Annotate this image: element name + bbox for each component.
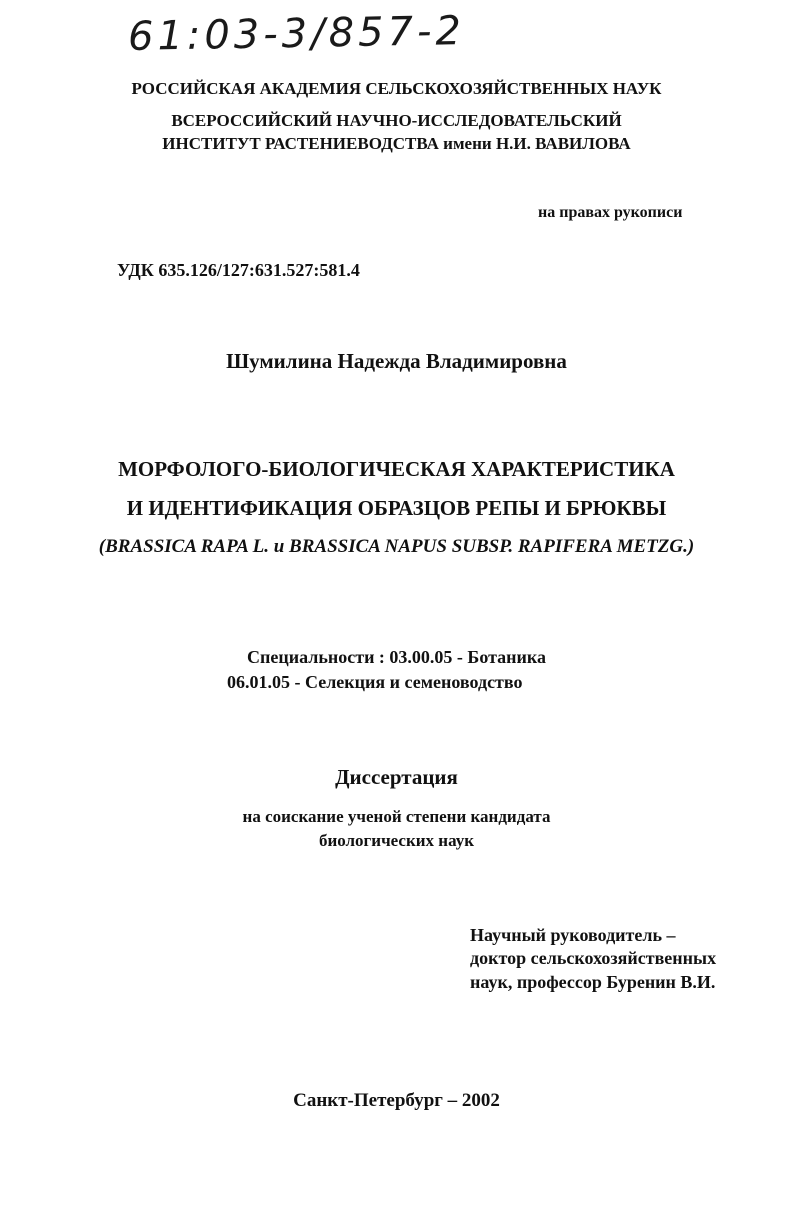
place-and-year: Санкт-Петербург – 2002 bbox=[293, 1090, 500, 1111]
dissertation-title-line1: МОРФОЛОГО-БИОЛОГИЧЕСКАЯ ХАРАКТЕРИСТИКА bbox=[118, 457, 675, 481]
institute-name-line1: ВСЕРОССИЙСКИЙ НАУЧНО-ИССЛЕДОВАТЕЛЬСКИЙ bbox=[171, 111, 622, 130]
adviser-line1: Научный руководитель – bbox=[470, 925, 676, 945]
dissertation-title-line2: И ИДЕНТИФИКАЦИЯ ОБРАЗЦОВ РЕПЫ И БРЮКВЫ bbox=[126, 496, 667, 520]
institute-name-line2: ИНСТИТУТ РАСТЕНИЕВОДСТВА имени Н.И. ВАВИЛОВА bbox=[162, 134, 631, 153]
dissertation-title-latin: (BRASSICA RAPA L. и BRASSICA NAPUS SUBSP. RAPIFERA METZG.) bbox=[98, 536, 695, 557]
author-name: Шумилина Надежда Владимировна bbox=[226, 349, 567, 373]
specialty-line2: 06.01.05 - Селекция и семеноводство bbox=[227, 672, 523, 692]
document-type: Диссертация bbox=[335, 765, 458, 789]
adviser-line2: доктор сельскохозяйственных bbox=[470, 948, 717, 968]
academy-name: РОССИЙСКАЯ АКАДЕМИЯ СЕЛЬСКОХОЗЯЙСТВЕННЫХ НАУК bbox=[131, 79, 662, 98]
specialty-line1: Специальности : 03.00.05 - Ботаника bbox=[246, 647, 546, 667]
adviser-line3: наук, профессор Буренин В.И. bbox=[470, 972, 716, 992]
degree-line2: биологических наук bbox=[318, 831, 475, 850]
manuscript-note: на правах рукописи bbox=[538, 204, 683, 221]
archive-number-handwritten: 61:03-3/857-2 bbox=[127, 8, 466, 60]
degree-line1: на соискание ученой степени кандидата bbox=[242, 807, 551, 826]
udc-code: УДК 635.126/127:631.527:581.4 bbox=[117, 260, 360, 280]
